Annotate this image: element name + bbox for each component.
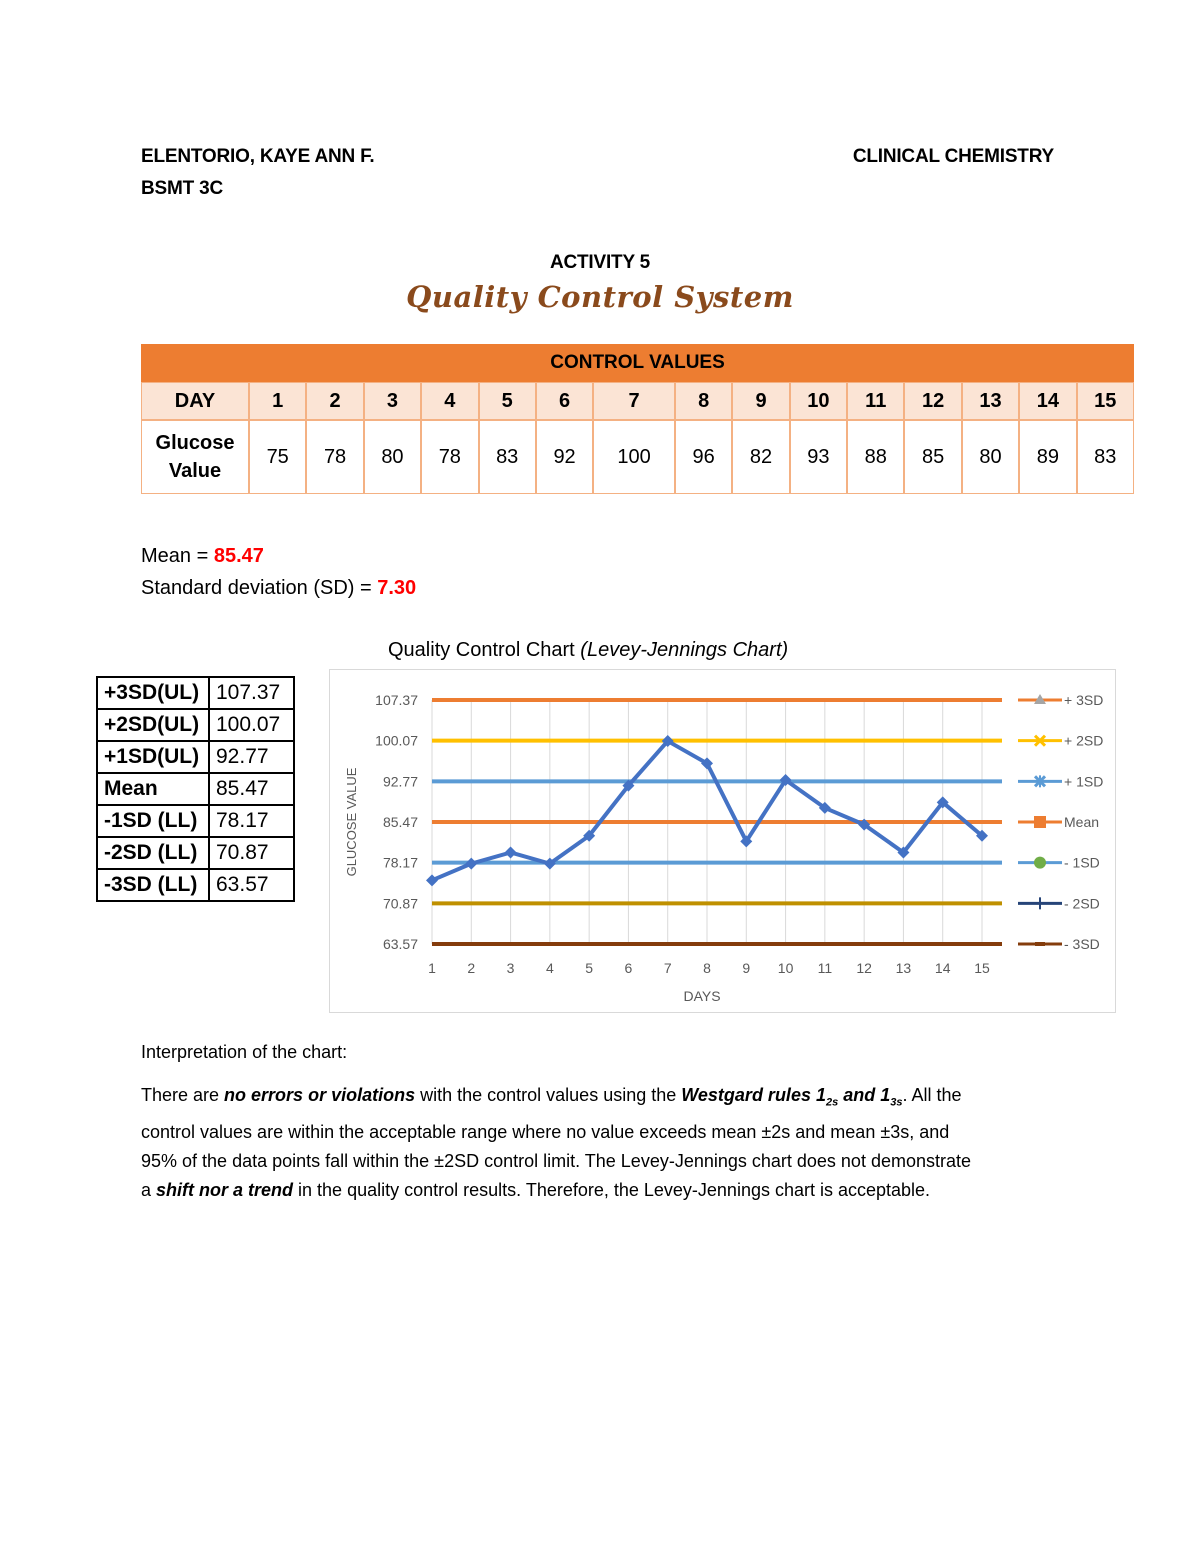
x-tick-label: 3 xyxy=(506,960,515,976)
glucose-value-cell: 100 xyxy=(593,420,675,494)
day-cell: 12 xyxy=(904,382,961,420)
interp-text: in the quality control results. Therefore, the Levey-Jennings chart is acceptable. xyxy=(293,1179,931,1200)
glucose-value-cell: 83 xyxy=(1077,420,1134,494)
x-tick-label: 8 xyxy=(703,960,711,976)
glucose-value-cell: 78 xyxy=(421,420,478,494)
interp-sub-2s: 2s xyxy=(825,1096,839,1109)
x-tick-label: 5 xyxy=(585,960,594,976)
day-cell: 13 xyxy=(962,382,1019,420)
interp-emphasis-shift-trend: shift nor a trend xyxy=(156,1179,294,1200)
limit-label: -1SD (LL) xyxy=(97,805,209,837)
y-tick-label: 63.57 xyxy=(382,936,418,952)
limit-label: +1SD(UL) xyxy=(97,741,209,773)
glucose-value-cell: 78 xyxy=(306,420,363,494)
interpretation-heading: Interpretation of the chart: xyxy=(141,1042,348,1062)
data-point xyxy=(426,874,438,886)
x-axis-title: DAYS xyxy=(683,988,721,1004)
glucose-value-cell: 82 xyxy=(732,420,789,494)
x-tick-label: 11 xyxy=(817,960,833,976)
x-tick-label: 6 xyxy=(624,960,633,976)
interp-text: . All the xyxy=(902,1085,962,1105)
legend-label: + 2SD xyxy=(1064,732,1104,749)
interpretation-line-1 xyxy=(141,1081,1081,1118)
mean-label: Mean = xyxy=(141,545,214,567)
legend-marker-circle xyxy=(1034,857,1046,869)
y-tick-label: 100.07 xyxy=(375,732,418,749)
legend-label: - 3SD xyxy=(1064,936,1100,952)
glucose-value-cell: 85 xyxy=(904,420,961,494)
glucose-label-line2: Value xyxy=(168,460,222,482)
glucose-row xyxy=(141,420,1134,494)
activity-label: ACTIVITY 5 xyxy=(549,252,651,273)
limit-row xyxy=(97,805,294,837)
student-section: BSMT 3C xyxy=(141,178,223,199)
interpretation-line-2: control values are within the acceptable range where no value exceeds mean ±2s and mean ±3s, and xyxy=(141,1121,950,1142)
day-cell: 5 xyxy=(479,382,536,420)
control-limits-table xyxy=(96,676,295,902)
limit-row xyxy=(97,869,294,901)
glucose-value-cell: 75 xyxy=(249,420,306,494)
x-tick-label: 14 xyxy=(934,960,951,976)
limit-value: 85.47 xyxy=(209,773,294,805)
mean-value: 85.47 xyxy=(213,545,264,567)
chart-title-italic: (Levey-Jennings Chart) xyxy=(580,639,789,661)
day-cell: 7 xyxy=(593,382,675,420)
interp-westgard: Westgard rules 1 xyxy=(681,1085,826,1105)
x-tick-label: 1 xyxy=(428,960,436,976)
limit-value: 107.37 xyxy=(209,677,294,709)
limit-row xyxy=(97,709,294,741)
legend-label: Mean xyxy=(1064,814,1100,830)
x-tick-label: 10 xyxy=(777,960,794,976)
levey-jennings-chart xyxy=(329,669,1116,1013)
x-tick-label: 15 xyxy=(974,960,990,976)
limit-value: 70.87 xyxy=(209,837,294,869)
x-tick-label: 13 xyxy=(895,960,912,976)
day-cell: 10 xyxy=(790,382,847,420)
glucose-value-cell: 83 xyxy=(479,420,536,494)
chart-title xyxy=(388,639,788,662)
y-axis-title: GLUCOSE VALUE xyxy=(344,767,359,877)
chart-svg xyxy=(330,670,1115,1012)
y-tick-label: 78.17 xyxy=(382,854,418,871)
limit-value: 100.07 xyxy=(209,709,294,741)
limit-value: 78.17 xyxy=(209,805,294,837)
limit-row xyxy=(97,741,294,773)
glucose-value-cell: 80 xyxy=(962,420,1019,494)
y-tick-label: 107.37 xyxy=(375,692,418,708)
interp-emphasis-no-errors: no errors or violations xyxy=(224,1085,416,1105)
sd-stat xyxy=(141,577,416,600)
glucose-label xyxy=(141,420,249,494)
interp-text: There are xyxy=(141,1085,225,1105)
glucose-value-cell: 93 xyxy=(790,420,847,494)
student-name: ELENTORIO, KAYE ANN F. xyxy=(141,146,375,167)
x-tick-label: 12 xyxy=(856,960,872,976)
interpretation-paragraph xyxy=(141,1081,1081,1205)
legend-label: + 1SD xyxy=(1064,773,1104,790)
day-cell: 2 xyxy=(306,382,363,420)
legend-label: - 2SD xyxy=(1064,895,1100,912)
day-cell: 15 xyxy=(1077,382,1134,420)
day-cell: 1 xyxy=(249,382,306,420)
legend-label: + 3SD xyxy=(1064,692,1104,708)
limit-row xyxy=(97,677,294,709)
x-tick-label: 7 xyxy=(663,960,672,976)
limit-value: 92.77 xyxy=(209,741,294,773)
limit-label: -2SD (LL) xyxy=(97,837,209,869)
x-tick-label: 2 xyxy=(467,960,476,976)
y-tick-label: 85.47 xyxy=(382,814,418,830)
y-tick-label: 92.77 xyxy=(382,773,418,790)
y-tick-label: 70.87 xyxy=(382,895,418,912)
control-values-banner-row xyxy=(141,344,1134,382)
interpretation-line-3: 95% of the data points fall within the ±2SD control limit. The Levey-Jennings chart does not demonstrate xyxy=(141,1150,972,1171)
activity-title: Quality Control System xyxy=(406,280,794,314)
limit-value: 63.57 xyxy=(209,869,294,901)
glucose-value-cell: 88 xyxy=(847,420,904,494)
day-cell: 8 xyxy=(675,382,732,420)
day-cell: 14 xyxy=(1019,382,1076,420)
sd-label: Standard deviation (SD) = xyxy=(141,577,378,599)
interpretation-line-4 xyxy=(141,1176,1081,1205)
limit-row xyxy=(97,837,294,869)
interp-and: and 1 xyxy=(838,1085,891,1105)
data-point xyxy=(505,846,517,858)
day-row xyxy=(141,382,1134,420)
legend-label: - 1SD xyxy=(1064,854,1100,871)
day-cell: 11 xyxy=(847,382,904,420)
mean-stat xyxy=(141,545,264,568)
glucose-value-cell: 96 xyxy=(675,420,732,494)
glucose-value-cell: 80 xyxy=(364,420,421,494)
interp-text: with the control values using the xyxy=(415,1085,682,1105)
x-tick-label: 4 xyxy=(545,960,554,976)
interp-text: a xyxy=(141,1179,157,1200)
day-label: DAY xyxy=(141,382,249,420)
control-values-banner: CONTROL VALUES xyxy=(141,344,1134,382)
glucose-label-line1: Glucose xyxy=(155,432,235,454)
day-cell: 6 xyxy=(536,382,593,420)
legend-marker-square xyxy=(1034,816,1046,828)
limit-row xyxy=(97,773,294,805)
glucose-value-cell: 89 xyxy=(1019,420,1076,494)
day-cell: 3 xyxy=(364,382,421,420)
subject-title: CLINICAL CHEMISTRY xyxy=(852,146,1054,167)
limit-label: +2SD(UL) xyxy=(97,709,209,741)
limit-label: Mean xyxy=(97,773,209,805)
x-tick-label: 9 xyxy=(742,960,751,976)
interp-sub-3s: 3s xyxy=(890,1096,903,1109)
limit-label: +3SD(UL) xyxy=(97,677,209,709)
limit-label: -3SD (LL) xyxy=(97,869,209,901)
control-values-table xyxy=(141,344,1134,494)
day-cell: 4 xyxy=(421,382,478,420)
glucose-value-cell: 92 xyxy=(536,420,593,494)
day-cell: 9 xyxy=(732,382,789,420)
data-point xyxy=(465,858,477,870)
sd-value: 7.30 xyxy=(377,577,417,599)
chart-title-main: Quality Control Chart xyxy=(388,639,581,661)
